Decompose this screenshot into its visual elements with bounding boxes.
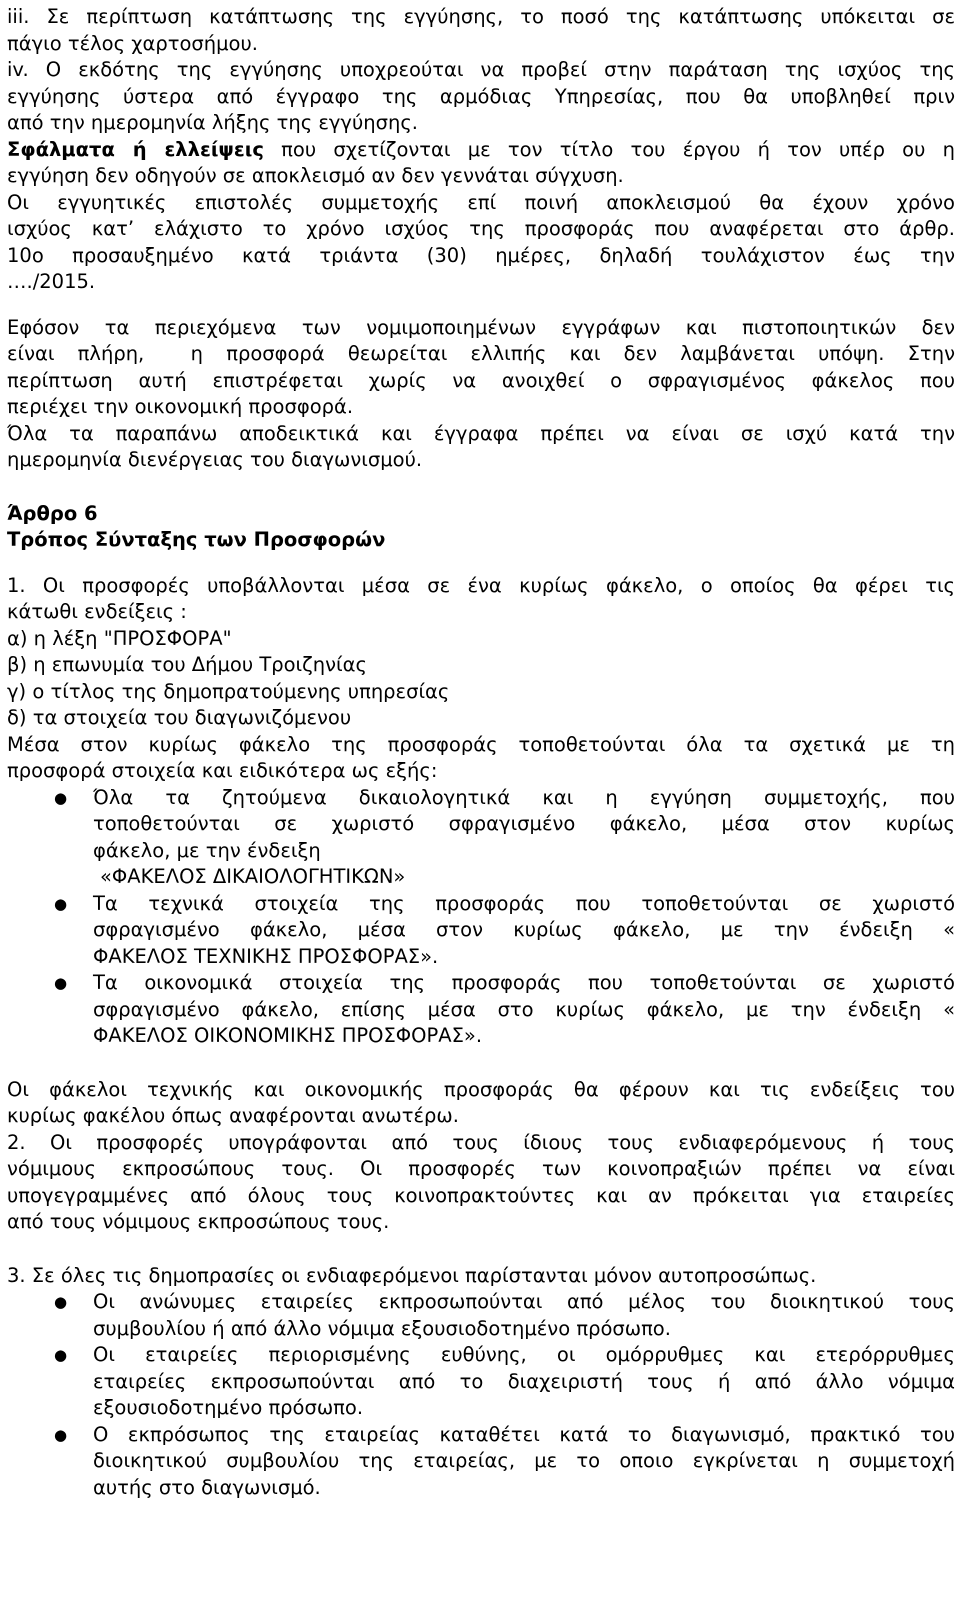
list-item-text: Τα τεχνικά στοιχεία της προσφοράς που τοποθετούνται σε χωριστό — [93, 891, 955, 915]
text-line: …./2015. — [7, 270, 96, 293]
list-item — [7, 1342, 955, 1369]
errors-bold-phrase: Σφάλματα ή ελλείψεις — [7, 137, 264, 161]
text-line: δ) τα στοιχεία του διαγωνιζόμενου — [7, 706, 352, 729]
text-line: υπογεγραμμένες από όλους τους κοινοπρακτούντες και αν πρόκειται για εταιρείες — [7, 1183, 955, 1207]
list-item-text: Τα οικονομικά στοιχεία της προσφοράς που τοποθετούνται σε χωριστό — [93, 971, 955, 994]
text-line: εταιρείες εκπροσωπούνται από το διαχειριστή τους ή από άλλο νόμιμα — [93, 1369, 955, 1393]
text-line: Εφόσον τα περιεχόμενα των νομιμοποιημένων εγγράφων και πιστοποιητικών δεν — [7, 315, 955, 339]
list-item-text: Όλα τα ζητούμενα δικαιολογητικά και η εγγύηση συμμετοχής, που — [93, 785, 955, 809]
text-line: πάγιο τέλος χαρτοσήμου. — [7, 31, 258, 55]
text-line: 3. Σε όλες τις δημοπρασίες οι ενδιαφερόμενοι παρίστανται μόνον αυτοπροσώπως. — [7, 1263, 817, 1287]
text-line: iv. Ο εκδότης της εγγύησης υποχρεούται να προβεί στην παράταση της ισχύος της — [7, 58, 955, 81]
text-line: κυρίως φακέλου όπως αναφέρονται ανωτέρω. — [7, 1104, 459, 1127]
text-line: εγγύηση δεν οδηγούν σε αποκλεισμό αν δεν γεννάται σύγχυση. — [7, 164, 624, 187]
text-line: Μέσα στον κυρίως φάκελο της προσφοράς τοποθετούνται όλα τα σχετικά με τη — [7, 732, 955, 756]
text-line: εγγύησης ύστερα από έγγραφο της αρμόδιας Υπηρεσίας, που θα υποβληθεί πριν — [7, 84, 955, 108]
bullet-icon: ● — [54, 1346, 68, 1364]
text-line: κάτωθι ενδείξεις : — [7, 600, 187, 623]
text-line: iii. Σε περίπτωση κατάπτωσης της εγγύησης, το ποσό της κατάπτωσης υπόκειται σε — [7, 5, 955, 28]
article-heading: Άρθρο 6 — [7, 501, 98, 525]
article-title: Τρόπος Σύνταξης των Προσφορών — [7, 528, 386, 551]
text-line: ημερομηνία διενέργειας του διαγωνισμού. — [7, 448, 423, 471]
text-line: από την ημερομηνία λήξης της εγγύησης. — [7, 111, 418, 134]
text-line: Οι φάκελοι τεχνικής και οικονομικής προσφοράς θα φέρουν και τις ενδείξεις του — [7, 1077, 955, 1101]
text-line: 10ο προσαυξημένο κατά τριάντα (30) ημέρες, δηλαδή τουλάχιστον έως την — [7, 243, 955, 267]
text-line: ισχύος κατ’ ελάχιστο το χρόνο ισχύος της προσφοράς που αναφέρεται στο άρθρ. — [7, 217, 955, 240]
text-line: περίπτωση αυτή επιστρέφεται χωρίς να ανοιχθεί ο σφραγισμένος φάκελος που — [7, 368, 955, 392]
list-item — [7, 785, 955, 812]
bullet-icon: ● — [54, 1293, 68, 1311]
text-line: α) η λέξη "ΠΡΟΣΦΟΡΑ" — [7, 626, 232, 650]
text-line: σφραγισμένο φάκελο, μέσα στον κυρίως φάκελο, με την ένδειξη « — [93, 918, 955, 941]
text-line: ΦΑΚΕΛΟΣ ΤΕΧΝΙΚΗΣ ΠΡΟΣΦΟΡΑΣ». — [93, 944, 439, 968]
text-line: συμβουλίου ή από άλλο νόμιμα εξουσιοδοτημένο πρόσωπο. — [93, 1316, 671, 1340]
text-line: φάκελο, με την ένδειξη — [93, 838, 321, 862]
text-line: σφραγισμένο φάκελο, επίσης μέσα στο κυρίως φάκελο, με την ένδειξη « — [93, 997, 955, 1021]
text-line: από τους νόμιμους εκπροσώπους τους. — [7, 1210, 390, 1233]
bullet-icon: ● — [54, 1425, 68, 1444]
text-line: Οι εγγυητικές επιστολές συμμετοχής επί ποινή αποκλεισμού θα έχουν χρόνο — [7, 190, 955, 214]
text-line: είναι πλήρη, η προσφορά θεωρείται ελλιπής και δεν λαμβάνεται υπόψη. Στην — [7, 342, 955, 365]
text-line: γ) ο τίτλος της δημοπρατούμενης υπηρεσίας — [7, 679, 450, 703]
text-line: Όλα τα παραπάνω αποδεικτικά και έγγραφα πρέπει να είναι σε ισχύ κατά την — [7, 421, 955, 445]
text-line: ΦΑΚΕΛΟΣ ΟΙΚΟΝΟΜΙΚΗΣ ΠΡΟΣΦΟΡΑΣ». — [93, 1024, 483, 1047]
list-item — [7, 970, 955, 997]
errors-line — [7, 137, 955, 164]
text-line: 2. Οι προσφορές υπογράφονται από τους ίδιους τους ενδιαφερόμενους ή τους — [7, 1130, 955, 1154]
text-line: β) η επωνυμία του Δήμου Τροιζηνίας — [7, 653, 367, 676]
text-line: 1. Οι προσφορές υποβάλλονται μέσα σε ένα κυρίως φάκελο, ο οποίος θα φέρει τις — [7, 573, 955, 597]
text-line: τοποθετούνται σε χωριστό σφραγισμένο φάκελο, μέσα στον κυρίως — [93, 812, 955, 835]
text-line: εξουσιοδοτημένο πρόσωπο. — [93, 1396, 364, 1419]
list-item-text: Ο εκπρόσωπος της εταιρείας καταθέτει κατά το διαγωνισμό, πρακτικό του — [93, 1422, 955, 1446]
envelope-label: «ΦΑΚΕΛΟΣ ΔΙΚΑΙΟΛΟΓΗΤΙΚΩΝ» — [100, 865, 406, 888]
list-item-text: Οι ανώνυμες εταιρείες εκπροσωπούνται από μέλος του διοικητικού τους — [93, 1290, 955, 1313]
text-line: προσφορά στοιχεία και ειδικότερα ως εξής: — [7, 759, 438, 782]
document-page — [7, 4, 955, 1501]
text-line: αυτής στο διαγωνισμό. — [93, 1475, 321, 1499]
text-line: διοικητικού συμβουλίου της εταιρείας, με το οποιο εγκρίνεται η συμμετοχή — [93, 1449, 955, 1472]
bullet-icon: ● — [54, 894, 68, 913]
errors-rest: που σχετίζονται με τον τίτλο του έργου ή τον υπέρ ου η — [263, 137, 955, 161]
bullet-icon: ● — [54, 974, 68, 992]
text-line: νόμιμους εκπροσώπους τους. Οι προσφορές των κοινοπραξιών πρέπει να είναι — [7, 1157, 955, 1180]
list-item-text: Οι εταιρείες περιορισμένης ευθύνης, οι ομόρρυθμες και ετερόρρυθμες — [93, 1343, 955, 1366]
bullet-icon: ● — [54, 788, 68, 807]
text-line: περιέχει την οικονομική προσφορά. — [7, 395, 354, 418]
list-item — [7, 1422, 955, 1449]
list-item — [7, 891, 955, 918]
list-item — [7, 1289, 955, 1316]
